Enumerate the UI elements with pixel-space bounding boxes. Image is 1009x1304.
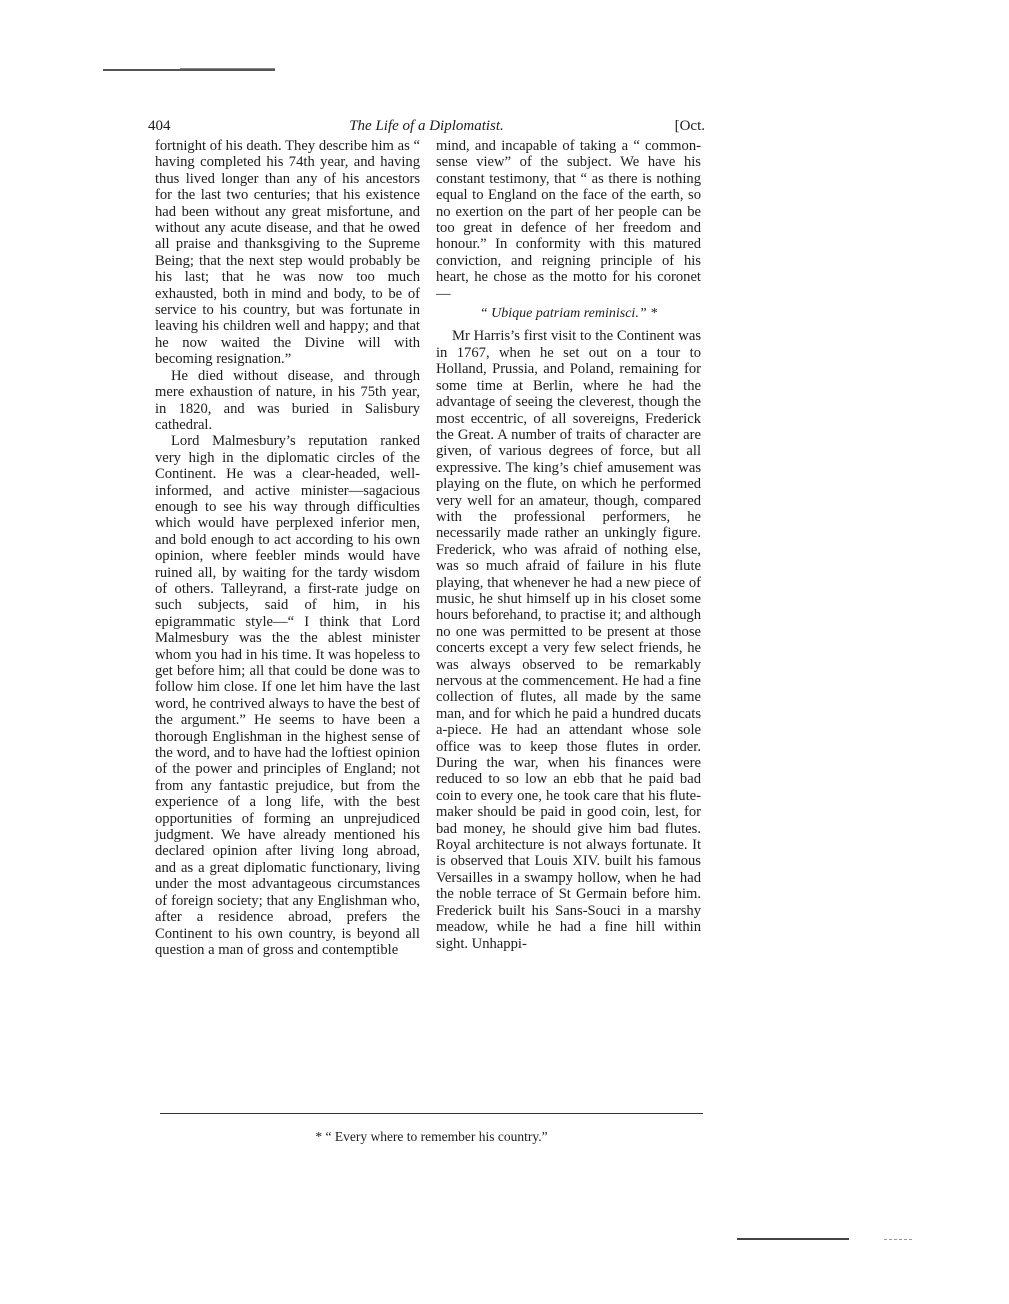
footnote-rule: [160, 1113, 703, 1114]
top-rule-thin: [180, 68, 275, 69]
margin-mark: [884, 1239, 912, 1240]
right-column: [436, 138, 701, 952]
top-rule: [103, 69, 275, 71]
paragraph: fortnight of his death. They describe him as “ having completed his 74th year, and having thus lived longer than any of his ancestors for the last two centuries; that his existence had been without any great misfortune, and without any acute disease, and that he owed all praise and thanksgiving to the Supreme Being; that the next step would probably be his last; that he was now too much exhausted, both in mind and body, to be of service to his country, but was fortunate in leaving his children well and happy; and that he now waited the Divine will with becoming resignation.”: [155, 138, 420, 368]
page-number: 404: [148, 118, 171, 134]
margin-mark: [737, 1238, 849, 1240]
footnote: * “ Every where to remember his country.”: [315, 1129, 548, 1144]
motto-quote: “ Ubique patriam reminisci.” *: [479, 306, 658, 322]
left-column: [155, 138, 420, 958]
header-month: [Oct.: [674, 118, 705, 134]
paragraph: He died without disease, and through mere exhaustion of nature, in his 75th year, in 1820, and was buried in Salisbury cathedral.: [155, 367, 420, 433]
page-header: [148, 118, 705, 138]
paragraph: mind, and incapable of taking a “ common-sense view” of the subject. We have his constant testimony, that “ as there is nothing equal to England on the face of the earth, so no exertion on the part of her people can be too great in defence of her freedom and honour.” In conformity with this matured conviction, and reigning principle of his heart, he chose as the motto for his coronet—: [436, 138, 701, 302]
paragraph: Lord Malmesbury’s reputation ranked very high in the diplomatic circles of the Continent. He was a clear-headed, well-informed, and active minister—sagacious enough to see his way through difficulties which would have perplexed inferior men, and bold enough to act according to his own opinion, where feebler minds would have ruined all, by waiting for the tardy wisdom of others. Talleyrand, a first-rate judge on such subjects, said of him, in his epigrammatic style—“ I think that Lord Malmesbury was the the ablest minister whom you had in his time. It was hopeless to get before him; all that could be done was to follow him close. If one let him have the last word, he contrived always to have the best of the argument.” He seems to have been a thorough Englishman in the highest sense of the word, and to have had the loftiest opinion of the power and principles of England; not from any fantastic prejudice, but from the experience of a long life, with the best opportunities of forming an unprejudiced judgment. We have already mentioned his declared opinion after living long abroad, and as a great diplomatic functionary, living under the most advantageous circumstances of foreign society; that any Englishman who, after a residence abroad, prefers the Continent to his own country, is beyond all question a man of gross and contemptible: [155, 433, 420, 958]
running-title: The Life of a Diplomatist.: [349, 118, 504, 134]
paragraph: Mr Harris’s first visit to the Continent was in 1767, when he set out on a tour to Holland, Prussia, and Poland, remaining for some time at Berlin, where he had the advantage of seeing the cleverest, though the most eccentric, of all sovereigns, Frederick the Great. A number of traits of character are given, of various degrees of force, but all expressive. The king’s chief amusement was playing on the flute, on which he performed very well for an amateur, though, compared with the professional performers, he necessarily made rather an unkingly figure. Frederick, who was afraid of nothing else, was so much afraid of failure in his flute playing, that whenever he had a new piece of music, he shut himself up in his closet some hours beforehand, to practise it; and although no one was permitted to be present at those concerts except a very few select friends, he was always observed to be remarkably nervous at the commencement. He had a fine collection of flutes, all made by the same man, and for which he paid a hundred ducats a-piece. He had an attendant whose sole office was to keep those flutes in order. During the war, when his finances were reduced to so low an ebb that he paid bad coin to every one, he took care that his flute-maker should be paid in good coin, lest, for bad money, he should give him bad flutes. Royal architecture is not always fortunate. It is observed that Louis XIV. built his famous Versailles in a swampy hollow, when he had the noble terrace of St Germain before him. Frederick built his Sans-Souci in a marshy meadow, while he had a fine hill within sight. Unhappi-: [436, 328, 701, 952]
